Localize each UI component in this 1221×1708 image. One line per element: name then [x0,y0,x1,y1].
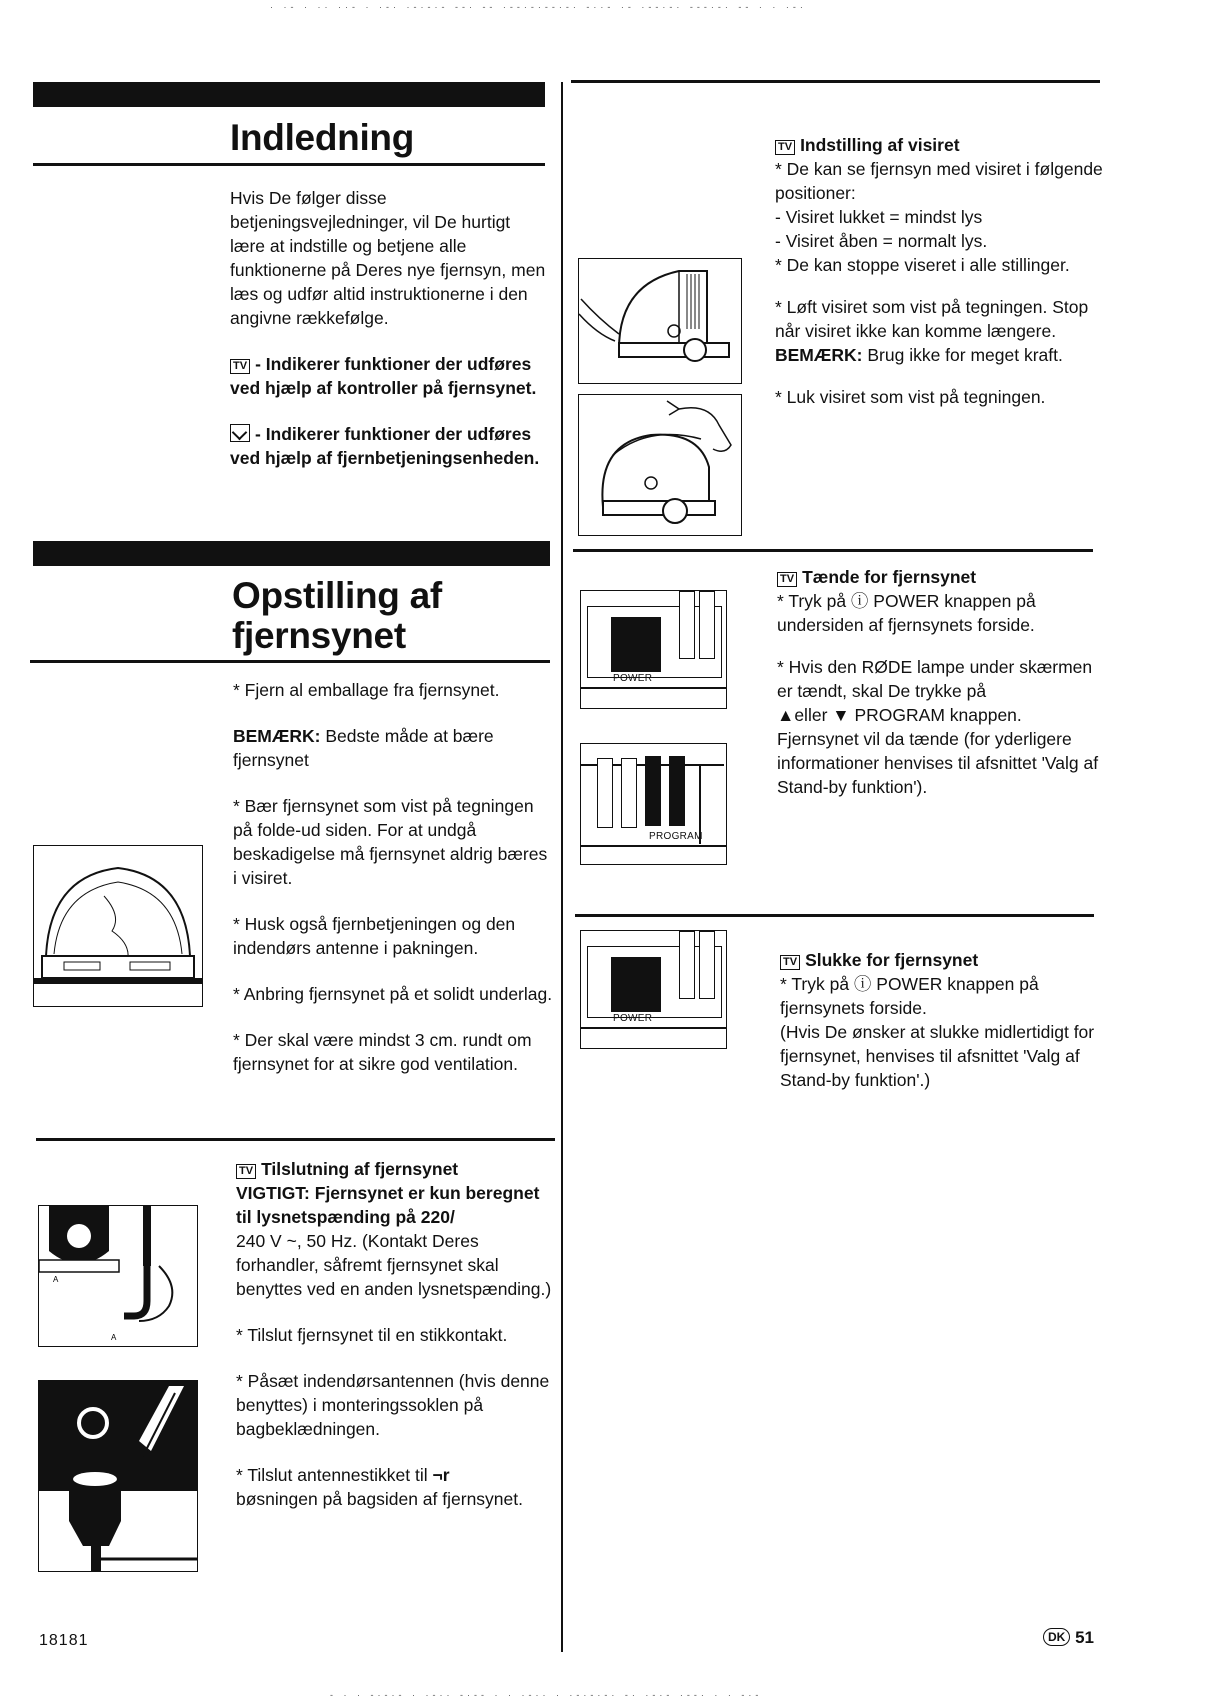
program-key-up [645,756,661,826]
section-bar-opstilling [33,541,550,566]
tilslutning-p3a: * Tilslut antennestikket til [236,1465,428,1485]
footer-page-marker [1043,1628,1094,1648]
slukke-main [780,948,1110,1092]
opstilling-note-text: Bedste måde at bære fjernsynet [233,726,494,770]
visir-l4: * De kan stoppe viseret i alle stillinger. [775,255,1070,275]
remote-note-text: - Indikerer funktioner der udføres ved hjælp af fjernbetjeningsenheden. [230,424,540,468]
opstilling-p5: * Der skal være mindst 3 cm. rundt om fjernsynet for at sikre god ventilation. [233,1030,532,1074]
visir-rule [571,80,1100,83]
tv-icon: TV [777,572,797,587]
power-label: POWER [613,673,653,684]
power2-label: POWER [613,1013,653,1024]
tv-icon: TV [236,1164,256,1179]
tilslutning-vigtigt: VIGTIGT: Fjernsynet er kun beregnet til lysnetspænding på 220/ [236,1183,540,1227]
slukke-p1: * Tryk på ⓘ POWER knappen på fjernsynets forside. [780,974,1039,1018]
taende-p2 [777,655,1107,799]
opstilling-note [233,724,553,772]
visir-note-text: Brug ikke for meget kraft. [862,345,1063,365]
taende-rule [573,549,1093,552]
slukke-body [780,948,1110,1114]
visir-heading: Indstilling af visiret [800,135,960,155]
power2-slot-1 [679,931,695,999]
program-label: PROGRAM [649,831,703,842]
opstilling-title-line2: fjernsynet [232,615,406,656]
visir-p2-text: * Løft visiret som vist på tegningen. Stop når visiret ikke kan komme længere. [775,297,1089,341]
slot-1 [679,591,695,659]
visir-l3: - Visiret åben = normalt lys. [775,231,988,251]
opstilling-title [232,576,442,656]
visor-close-illustration [578,394,742,536]
visir-main [775,133,1105,277]
power-button-panel [580,590,727,709]
country-badge: DK [1043,1628,1070,1646]
column-divider [561,82,563,1652]
taende-main [777,565,1107,637]
panel-baseline [581,687,726,689]
taende-p2b: PROGRAM knappen. Fjernsynet vil da tænde (for yderligere informationer henvises til afsnittet 'Valg af Stand-by funktion'). [777,705,1099,797]
plug-drawing [39,1206,197,1346]
power-button-panel-2 [580,930,727,1049]
eller-text: eller [794,705,828,725]
opstilling-p1: * Fjern al emballage fra fjernsynet. [233,680,500,700]
svg-text:A: A [53,1275,59,1284]
up-arrow-icon: ▲ [777,705,795,725]
scan-noise-top: · ·- · ·· ··- · ·-· ·-·-·- --· -- ·--·-·--·-· -··- ·- ·--·-· ---·-· -- · · ·-· [270,2,807,12]
visor-lift-drawing [579,259,741,383]
program-key-down [669,756,685,826]
down-arrow-icon: ▼ [832,705,850,725]
tilslutning-p2: * Påsæt indendørsantennen (hvis denne benyttes) i monteringssoklen på bagbeklædningen. [236,1371,550,1439]
mains-plug-illustration [38,1205,198,1347]
opstilling-p4: * Anbring fjernsynet på et solidt underlag. [233,984,553,1004]
opstilling-body [233,678,553,1098]
opstilling-title-line1: Opstilling af [232,575,442,616]
visir-body [775,133,1105,431]
visor-lift-illustration [578,258,742,384]
program-slot-2 [621,758,637,828]
tv-icon: TV [780,955,800,970]
visir-l2: - Visiret lukket = mindst lys [775,207,983,227]
taende-p1: * Tryk på ⓘ POWER knappen på undersiden af fjernsynets forside. [777,591,1036,635]
taende-heading: Tænde for fjernsynet [802,567,977,587]
power-button-black [611,617,661,672]
indledning-body [230,186,550,492]
tilslutning-rule [36,1138,555,1141]
slukke-p2: (Hvis De ønsker at slukke midlertidigt for fjernsynet, henvises til afsnittet 'Valg af Stand-by funktion'.) [780,1022,1095,1090]
tv-note-text: - Indikerer funktioner der udføres ved hjælp af kontroller på fjernsynet. [230,354,537,398]
opstilling-rule [30,660,550,663]
taende-body [777,565,1107,821]
power2-slot-2 [699,931,715,999]
tilslutning-p1: * Tilslut fjernsynet til en stikkontakt. [236,1325,508,1345]
taende-p2a: * Hvis den RØDE lampe under skærmen er tændt, skal De trykke på [777,657,1093,701]
indledning-title: Indledning [230,117,415,158]
opstilling-p3: * Husk også fjernbetjeningen og den indendørs antenne i pakningen. [233,914,516,958]
program-slot-1 [597,758,613,828]
antenna-symbol: ¬r [432,1465,450,1485]
tilslutning-p3 [236,1463,556,1511]
opstilling-note-label: BEMÆRK: [233,726,321,746]
visir-p3: * Luk visiret som vist på tegningen. [775,387,1046,407]
indledning-tv-note [230,352,550,400]
section-bar-indledning [33,82,545,107]
tv-dome-drawing [34,846,202,1006]
opstilling-p2: * Bær fjernsynet som vist på tegningen på folde-ud siden. For at undgå beskadigelse må fjernsynet aldrig bæres i visiret. [233,796,548,888]
remote-icon [230,424,250,442]
tv-carry-illustration [33,845,203,1007]
slukke-rule [575,914,1094,917]
slot-2 [699,591,715,659]
tilslutning-rest: 240 V ~, 50 Hz. (Kontakt Deres forhandler, såfremt fjernsynet skal benyttes ved en anden lysnetspænding.) [236,1231,552,1299]
indledning-remote-note [230,422,550,470]
tilslutning-body [236,1157,556,1533]
svg-text:A: A [111,1333,117,1342]
tv-icon: TV [230,359,250,374]
visor-close-drawing [579,395,741,535]
power2-baseline [581,1027,726,1029]
scan-noise-bottom: - · · -·-·- · ·-·· -·-- · · ·-·· · ·-·-·-· -· ·-·- ·--· · · -·- [330,1690,763,1700]
page-number: 51 [1075,1628,1094,1647]
program-baseline [581,845,726,847]
tilslutning-p3b: bøsningen på bagsiden af fjernsynet. [236,1489,523,1509]
indledning-intro: Hvis De følger disse betjeningsvejledninger, vil De hurtigt lære at indstille og betjene alle funktionerne på Deres nye fjernsyn, men læs og udfør altid instruktionerne i den angivne rækkefølge. [230,188,546,328]
antenna-socket-illustration [38,1380,198,1572]
antenna-drawing [39,1381,197,1571]
visir-p2 [775,295,1105,367]
visir-note-label: BEMÆRK: [775,345,863,365]
program-button-panel [580,743,727,865]
tilslutning-heading: Tilslutning af fjernsynet [261,1159,459,1179]
slukke-heading: Slukke for fjernsynet [805,950,979,970]
visir-l1: * De kan se fjernsyn med visiret i følgende positioner: [775,159,1103,203]
tilslutning-main [236,1157,556,1301]
tv-icon: TV [775,140,795,155]
footer-code: 18181 [39,1632,89,1649]
indledning-rule [33,163,545,166]
power2-button-black [611,957,661,1012]
